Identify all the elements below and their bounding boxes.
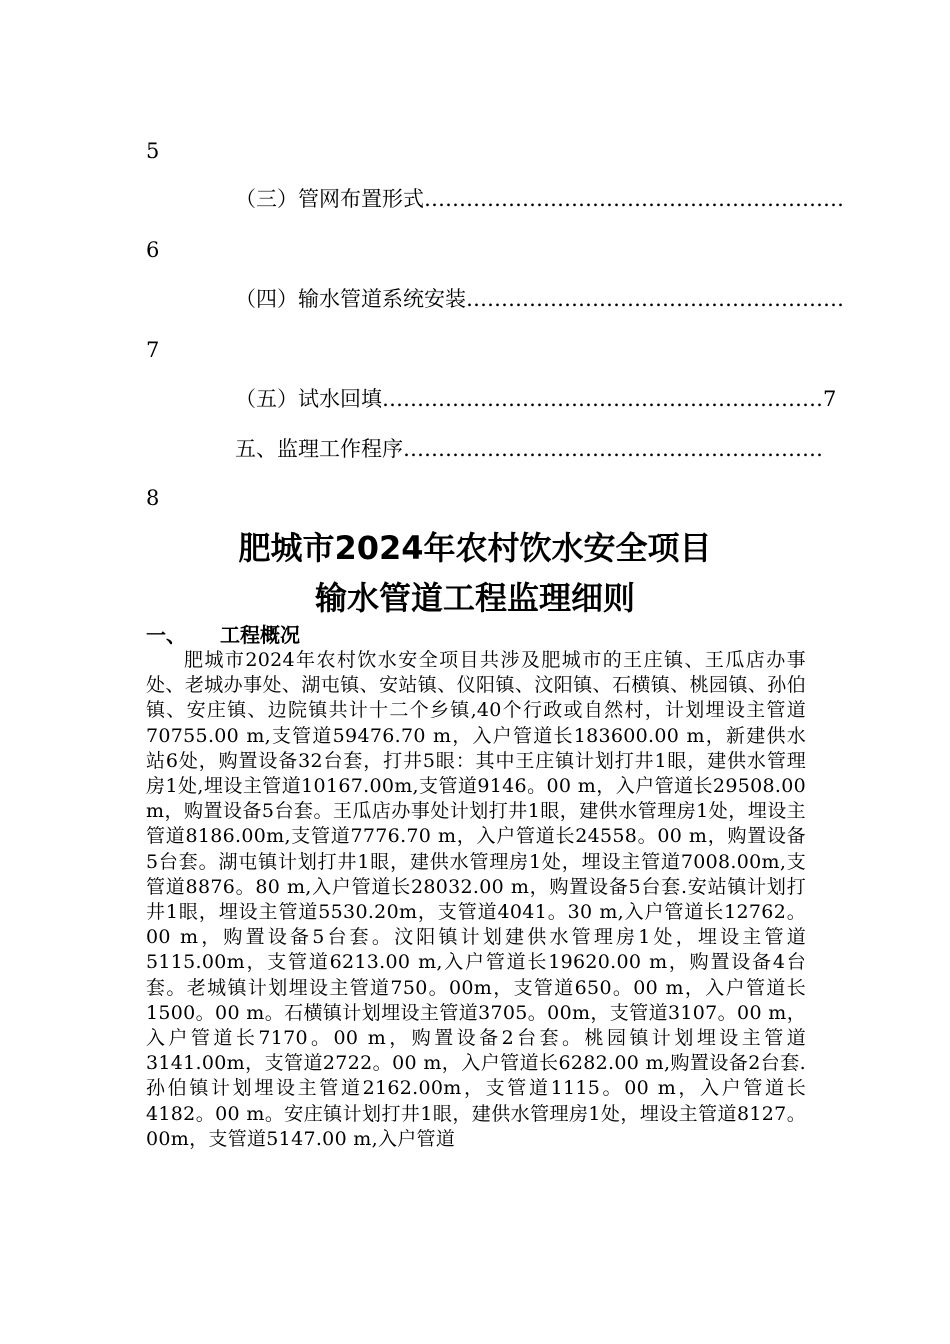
toc-item-water-test-backfill[interactable] xyxy=(235,386,837,412)
section-title: 工程概况 xyxy=(220,623,300,647)
toc-page-number: 7 xyxy=(146,338,160,362)
document-title-line-2: 输水管道工程监理细则 xyxy=(314,579,635,617)
toc-page-number: 8 xyxy=(146,486,160,510)
toc-leader-dots: ……………………………………………………… xyxy=(382,387,823,411)
toc-leader-dots: …………………………………………………… xyxy=(403,437,823,461)
toc-leader-dots: ……………………………………………… xyxy=(466,287,844,311)
toc-item-label: （五）试水回填 xyxy=(235,387,382,411)
section-heading xyxy=(146,622,300,648)
toc-item-label: （四）输水管道系统安装 xyxy=(235,287,466,311)
document-title-line-1: 肥城市2024年农村饮水安全项目 xyxy=(238,529,712,567)
toc-item-label: （三）管网布置形式 xyxy=(235,187,424,211)
section-number: 一、 xyxy=(146,623,186,647)
toc-page-number: 6 xyxy=(146,238,160,262)
section-body-paragraph: 肥城市2024年农村饮水安全项目共涉及肥城市的王庄镇、王瓜店办事处、老城办事处、湖屯镇、安站镇、仪阳镇、汶阳镇、石横镇、桃园镇、孙伯镇、安庄镇、边院镇共计十二个乡镇,40个行政或自然村，计划埋设主管道70755.00 m,支管道59476.70 m，入户管道长183600.00 m，新建供水站6处，购置设备32台套，打井5眼：其中王庄镇计划打井1眼，建供水管理房1处,埋设主管道10167.00m,支管道9146。00 m，入户管道长29508.00 m，购置设备5台套。王瓜店办事处计划打井1眼，建供水管理房1处，埋设主管道8186.00m,支管道7776.70 m，入户管道长24558。00 m，购置设备5台套。湖屯镇计划打井1眼，建供水管理房1处，埋设主管道7008.00m,支管道8876。80 m,入户管道长28032.00 m，购置设备5台套.安站镇计划打井1眼，埋设主管道5530.20m，支管道4041。30 m,入户管道长12762。00 m，购置设备5台套。汶阳镇计划建供水管理房1处，埋设主管道5115.00m，支管道6213.00 m,入户管道长19620.00 m，购置设备4台套。老城镇计划埋设主管道750。00m，支管道650。00 m，入户管道长1500。00 m。石横镇计划埋设主管道3705。00m，支管道3107。00 m，入户管道长7170。00 m，购置设备2台套。桃园镇计划埋设主管道3141.00m，支管道2722。00 m，入户管道长6282.00 m,购置设备2台套.孙伯镇计划埋设主管道2162.00m，支管道1115。00 m，入户管道长4182。00 m。安庄镇计划打井1眼，建供水管理房1处，埋设主管道8127。00m，支管道5147.00 m,入户管道 xyxy=(146,649,806,1150)
toc-item-network-layout[interactable] xyxy=(235,186,844,212)
toc-item-supervision-procedure[interactable] xyxy=(235,436,823,462)
toc-item-label: 五、监理工作程序 xyxy=(235,437,403,461)
toc-page-number: 5 xyxy=(146,139,160,163)
toc-item-pipe-installation[interactable] xyxy=(235,286,844,312)
toc-item-page: 7 xyxy=(823,387,837,411)
toc-leader-dots: …………………………………………………… xyxy=(424,187,844,211)
